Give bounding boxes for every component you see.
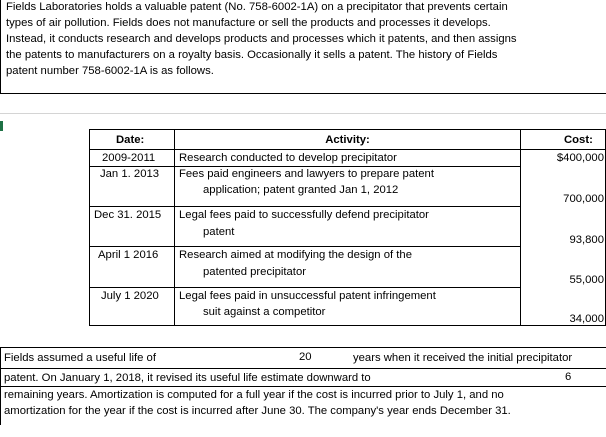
col-divider-activity: [520, 129, 521, 326]
intro-line-2: types of air pollution. Fields does not manufacture or sell the products and processes it develops.: [6, 17, 491, 29]
row-4-activity-line-1: Research aimed at modifying the design of the: [179, 249, 412, 261]
footer-row-divider-1: [0, 368, 606, 369]
row-4-activity-line-2: patented precipitator: [203, 266, 306, 278]
row-4-cost: 55,000: [569, 274, 604, 286]
row-divider-1: [89, 166, 520, 167]
col-divider-date: [174, 129, 175, 326]
row-divider-4: [89, 287, 520, 288]
footer-row-divider-2: [0, 386, 606, 387]
row-1-activity: Research conducted to develop precipitator: [179, 152, 397, 164]
row-3-cost: 93,800: [569, 234, 604, 246]
row-3-date: Dec 31. 2015: [94, 209, 162, 221]
row-5-activity-line-1: Legal fees paid in unsuccessful patent infringement: [179, 290, 436, 302]
intro-line-1: Fields Laboratories holds a valuable patent (No. 758-6002-1A) on a precipitator that prevents certain: [6, 1, 508, 13]
footer-line-1-text-b: years when it received the initial precipitator: [353, 352, 573, 364]
header-date: Date:: [116, 134, 145, 146]
row-5-activity-line-2: suit against a competitor: [203, 306, 326, 318]
header-divider: [89, 149, 606, 150]
row-gridline: [0, 113, 606, 114]
intro-cell[interactable]: [0, 0, 606, 94]
row-divider-3: [89, 246, 520, 247]
footer-line-1-text: Fields assumed a useful life of: [4, 352, 156, 364]
header-cost: Cost:: [564, 134, 593, 146]
selected-cell-marker: [0, 121, 3, 131]
useful-life-value[interactable]: 20: [299, 351, 312, 363]
row-1-cost: $400,000: [556, 152, 604, 164]
intro-line-3: Instead, it conducts research and develops products and processes which it patents, and then assigns: [6, 33, 517, 45]
revised-life-value[interactable]: 6: [565, 371, 572, 383]
intro-line-5: patent number 758-6002-1A is as follows.: [6, 65, 214, 77]
row-2-date: Jan 1. 2013: [100, 168, 160, 180]
row-5-date: July 1 2020: [101, 290, 159, 302]
row-divider-2: [89, 206, 520, 207]
row-5-cost: 34,000: [569, 313, 604, 325]
row-2-activity-line-2: application; patent granted Jan 1, 2012: [203, 184, 399, 196]
row-2-activity-line-1: Fees paid engineers and lawyers to prepare patent: [179, 168, 434, 180]
row-1-date: 2009-2011: [102, 152, 156, 164]
footer-line-2-text: patent. On January 1, 2018, it revised its useful life estimate downward to: [4, 372, 371, 384]
intro-line-4: the patents to manufacturers on a royalty basis. Occasionally it sells a patent. The history of Fields: [6, 49, 498, 61]
row-2-cost: 700,000: [563, 193, 604, 205]
row-3-activity-line-2: patent: [203, 226, 235, 238]
row-3-activity-line-1: Legal fees paid to successfully defend precipitator: [179, 209, 429, 221]
footer-line-4-text: amortization for the year if the cost is incurred after June 30. The company's year ends December 31.: [4, 405, 511, 417]
footer-line-3-text: remaining years. Amortization is computed for a full year if the cost is incurred prior to July 1, and no: [4, 389, 504, 401]
row-4-date: April 1 2016: [98, 249, 159, 261]
header-activity: Activity:: [325, 134, 370, 146]
